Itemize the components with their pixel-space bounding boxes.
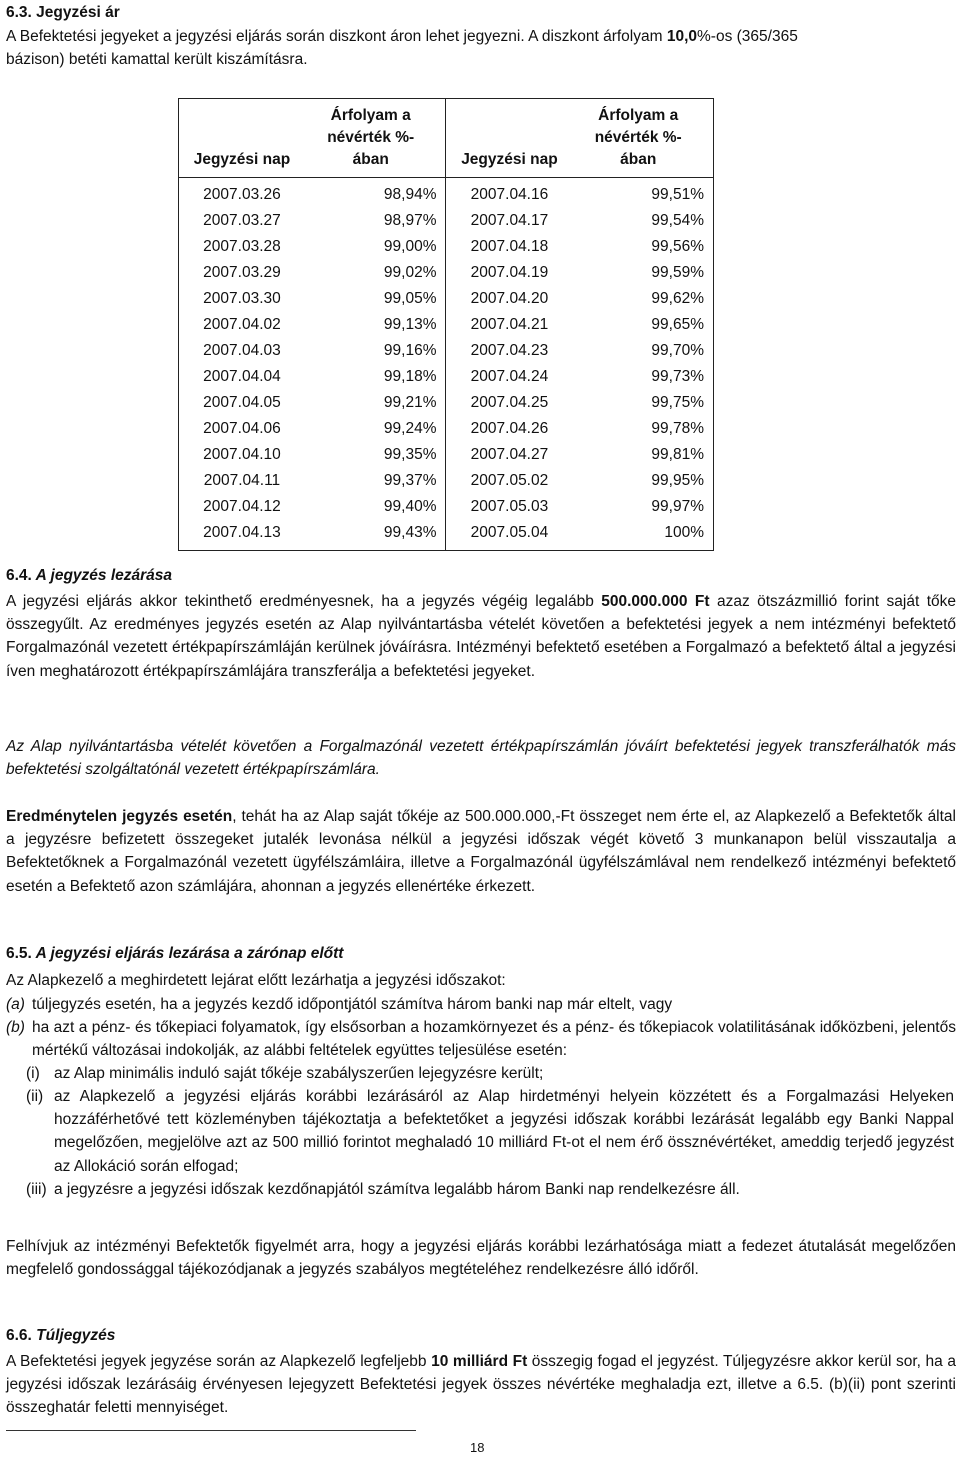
subscription-price-table xyxy=(178,98,714,551)
cell-subscription-day: 2007.04.13 xyxy=(203,524,281,541)
cell-subscription-day: 2007.05.03 xyxy=(470,498,549,515)
cell-price-percent: 99,05% xyxy=(305,286,446,312)
section-6-6-heading xyxy=(6,1327,115,1345)
cell-subscription-day: 2007.04.20 xyxy=(470,290,549,307)
header-line: névérték %- xyxy=(327,129,415,146)
table-row xyxy=(179,494,714,520)
cell-subscription-day: 2007.04.04 xyxy=(203,368,281,385)
cell-price-percent: 99,37% xyxy=(305,468,446,494)
table-row xyxy=(179,338,714,364)
table-body xyxy=(179,178,714,551)
cell-subscription-day: 2007.05.04 xyxy=(470,524,549,541)
footer-rule xyxy=(6,1430,416,1431)
cell-price-percent: 99,51% xyxy=(651,186,704,203)
cell-subscription-day: 2007.04.19 xyxy=(470,264,549,281)
cell-subscription-day: 2007.03.27 xyxy=(203,212,281,229)
cell-subscription-day: 2007.04.06 xyxy=(203,420,281,437)
cell-price-percent: 99,24% xyxy=(305,416,446,442)
cell-subscription-day: 2007.04.17 xyxy=(470,212,549,229)
cell-subscription-day: 2007.04.21 xyxy=(470,316,549,333)
cell-price-percent: 99,21% xyxy=(305,390,446,416)
table-row xyxy=(179,208,714,234)
cell-price-percent: 99,13% xyxy=(305,312,446,338)
list-item-iii: a jegyzésre a jegyzési időszak kezdőnapjától számítva legalább három Banki nap rendelkezésre áll. xyxy=(54,1181,740,1198)
cell-price-percent: 99,00% xyxy=(305,234,446,260)
section-6-3-heading: 6.3. Jegyzési ár xyxy=(6,4,120,21)
table-row xyxy=(179,364,714,390)
header-line: ában xyxy=(620,151,657,168)
section-6-4-paragraph-3 xyxy=(6,805,956,898)
oversubscription-limit: 10 milliárd Ft xyxy=(431,1353,528,1370)
header-price-percent xyxy=(305,99,446,178)
body-text: %-os (365/365 xyxy=(697,28,798,45)
table-row xyxy=(179,520,714,551)
section-6-5-heading xyxy=(6,945,343,963)
section-number: 6.6. xyxy=(6,1327,32,1344)
cell-subscription-day: 2007.04.10 xyxy=(203,446,281,463)
cell-subscription-day: 2007.04.16 xyxy=(470,186,549,203)
section-6-6-paragraph xyxy=(6,1350,956,1420)
cell-price-percent: 99,70% xyxy=(651,342,704,359)
cell-price-percent: 99,65% xyxy=(651,316,704,333)
table-row xyxy=(179,234,714,260)
body-text: azaz ötszázmillió forint saját tőke összegyűlt. Az eredményes jegyzés esetén az Alap nyilvántartásba vételét követően a befektetési jegyek a nem intézményi befektető Forgalmazónál vezetett értékpapírszámláján kerülnek jóváírásra. Intézményi befektető esetében a Forgalmazó a befektető által a jegyzési íven meghatározott értékpapírszámlájára transzferálja a befektetési jegyeket. xyxy=(6,593,957,680)
body-text: ha azt a pénz- és tőkepiaci folyamatok, így elsősorban a hozamkörnyezet és a pénz- és tőkepiacok volatilitásának időközbeni, jelentős mértékű változásai indokolják, az alábbi feltételek együttes teljesülése esetén: xyxy=(32,1019,956,1060)
cell-price-percent: 99,97% xyxy=(651,498,704,515)
header-subscription-day: Jegyzési nap xyxy=(179,99,305,178)
header-line: Árfolyam a xyxy=(330,107,411,124)
cell-subscription-day: 2007.04.18 xyxy=(470,238,549,255)
list-label-ii: (ii) xyxy=(26,1088,44,1105)
header-line: ában xyxy=(352,151,389,168)
cell-subscription-day: 2007.04.02 xyxy=(203,316,281,333)
cell-price-percent: 99,54% xyxy=(651,212,704,229)
body-text: A Befektetési jegyeket a jegyzési eljárás során diszkont áron lehet jegyezni. A diszkont árfolyam xyxy=(6,28,667,45)
cell-price-percent: 99,43% xyxy=(305,520,446,551)
section-6-5-intro: Az Alapkezelő a meghirdetett lejárat előtt lezárhatja a jegyzési időszakot: xyxy=(6,972,506,989)
header-line: Árfolyam a xyxy=(598,107,679,124)
table-row xyxy=(179,390,714,416)
table-row xyxy=(179,442,714,468)
section-6-3-body xyxy=(6,25,956,71)
minimum-capital-amount: 500.000.000 Ft xyxy=(601,593,710,610)
cell-subscription-day: 2007.05.02 xyxy=(470,472,549,489)
body-text: A jegyzési eljárás akkor tekinthető eredményesnek, ha a jegyzés végéig legalább xyxy=(6,593,602,610)
cell-price-percent: 99,81% xyxy=(651,446,704,463)
header-line: névérték %- xyxy=(594,129,682,146)
table-row xyxy=(179,286,714,312)
cell-subscription-day: 2007.03.29 xyxy=(203,264,281,281)
list-item-ii: az Alapkezelő a jegyzési eljárás korábbi lezárásáról az Alap hirdetményi helyein közzétett és a Forgalmazási Helyeken hozzáférhetővé tett közleményben tájékoztatja a befektetőket a jegyzési időszak korábbi lezárását legalább egy Banki Nappal megelőzően, megjelölve azt az 500 millió forintot meghaladó 10 milliárd Ft-ot el nem érő össznévértéket, ameddig terjedő jegyzést az Allokáció során elfogad; xyxy=(54,1088,954,1175)
list-item-a: túljegyzés esetén, ha a jegyzés kezdő időpontjától számítva három banki nap már eltelt, vagy xyxy=(32,996,673,1013)
cell-subscription-day: 2007.04.27 xyxy=(470,446,549,463)
table-row xyxy=(179,468,714,494)
discount-rate: 10,0 xyxy=(666,28,698,45)
section-number: 6.4. xyxy=(6,567,32,584)
cell-price-percent: 99,16% xyxy=(305,338,446,364)
section-6-4-paragraph-1 xyxy=(6,590,956,683)
cell-price-percent: 99,40% xyxy=(305,494,446,520)
cell-price-percent: 100% xyxy=(664,524,704,541)
list-label-b: (b) xyxy=(6,1019,25,1036)
cell-subscription-day: 2007.04.23 xyxy=(470,342,549,359)
cell-price-percent: 98,97% xyxy=(305,208,446,234)
cell-price-percent: 99,59% xyxy=(651,264,704,281)
section-6-4-heading xyxy=(6,567,172,585)
cell-subscription-day: 2007.04.05 xyxy=(203,394,281,411)
body-text: A Befektetési jegyek jegyzése során az Alapkezelő legfeljebb xyxy=(6,1353,432,1370)
cell-subscription-day: 2007.04.03 xyxy=(203,342,281,359)
table-row xyxy=(179,178,714,209)
table-row xyxy=(179,416,714,442)
table-header-row xyxy=(179,99,714,178)
list-label-iii: (iii) xyxy=(26,1181,47,1198)
body-text: , tehát ha az Alap saját tőkéje az 500.000.000,-Ft összeget nem érte el, az Alapkezelő a Befektetők által a jegyzésre befizetett összegeket jutalék levonása nélkül a jegyzési időszak végét követő 3 munkanapon belül visszautalja a Befektetőknek a Forgalmazónál vezetett ügyfélszámláira, illetve a Forgalmazónál ügyfélszámlával nem rendelkező intézményi befektető esetén a Befektető azon számlájára, ahonnan a jegyzés ellenértéke érkezett. xyxy=(6,808,956,895)
table-row xyxy=(179,312,714,338)
section-title: Túljegyzés xyxy=(36,1327,116,1344)
section-title: A jegyzés lezárása xyxy=(35,567,173,584)
cell-price-percent: 99,18% xyxy=(305,364,446,390)
section-6-5-note: Felhívjuk az intézményi Befektetők figyelmét arra, hogy a jegyzési eljárás korábbi lezárhatósága miatt a fedezet átutalását megelőzően megfelelő gondossággal tájékozódjanak a jegyzés szabályos megtételéhez rendelkezésre álló időről. xyxy=(6,1238,956,1279)
cell-subscription-day: 2007.04.11 xyxy=(203,472,281,489)
cell-subscription-day: 2007.03.30 xyxy=(203,290,281,307)
list-item-b xyxy=(32,1016,956,1062)
cell-subscription-day: 2007.04.12 xyxy=(203,498,281,515)
body-text: összegig fogad el jegyzést. Túljegyzésre akkor kerül sor, ha a jegyzési időszak lezárásáig érvényesen lejegyzett Befektetési jegyek összes névértéke meghaladja ezt, illetve a 6.5. (b)(ii) pont szerinti összeghatár feletti mennyiséget. xyxy=(6,1353,956,1417)
table-row xyxy=(179,260,714,286)
section-number: 6.5. xyxy=(6,945,32,962)
cell-price-percent: 99,02% xyxy=(305,260,446,286)
list-label-i: (i) xyxy=(26,1065,40,1082)
cell-subscription-day: 2007.03.26 xyxy=(203,186,281,203)
cell-price-percent: 98,94% xyxy=(305,178,446,209)
emphasis-text: Eredménytelen jegyzés esetén xyxy=(6,808,233,825)
list-item-i: az Alap minimális induló saját tőkéje szabályszerűen lejegyzésre került; xyxy=(54,1065,544,1082)
section-title: A jegyzési eljárás lezárása a zárónap előtt xyxy=(35,945,344,962)
cell-price-percent: 99,75% xyxy=(651,394,704,411)
cell-price-percent: 99,73% xyxy=(651,368,704,385)
cell-subscription-day: 2007.04.25 xyxy=(470,394,549,411)
cell-price-percent: 99,78% xyxy=(651,420,704,437)
list-label-a: (a) xyxy=(6,996,25,1013)
cell-price-percent: 99,35% xyxy=(305,442,446,468)
body-text: bázison) betéti kamattal került kiszámításra. xyxy=(6,51,308,69)
header-price-percent xyxy=(572,99,713,178)
cell-subscription-day: 2007.03.28 xyxy=(203,238,281,255)
header-subscription-day: Jegyzési nap xyxy=(446,99,572,178)
cell-price-percent: 99,56% xyxy=(651,238,704,255)
cell-subscription-day: 2007.04.26 xyxy=(470,420,549,437)
cell-price-percent: 99,62% xyxy=(651,290,704,307)
cell-price-percent: 99,95% xyxy=(651,472,704,489)
cell-subscription-day: 2007.04.24 xyxy=(470,368,549,385)
section-6-4-paragraph-2: Az Alap nyilvántartásba vételét követően a Forgalmazónál vezetett értékpapírszámlán jóváírt befektetési jegyek transzferálhatók más befektetési szolgáltatónál vezetett értékpapírszámlára. xyxy=(6,738,956,779)
page-number: 18 xyxy=(470,1440,485,1455)
